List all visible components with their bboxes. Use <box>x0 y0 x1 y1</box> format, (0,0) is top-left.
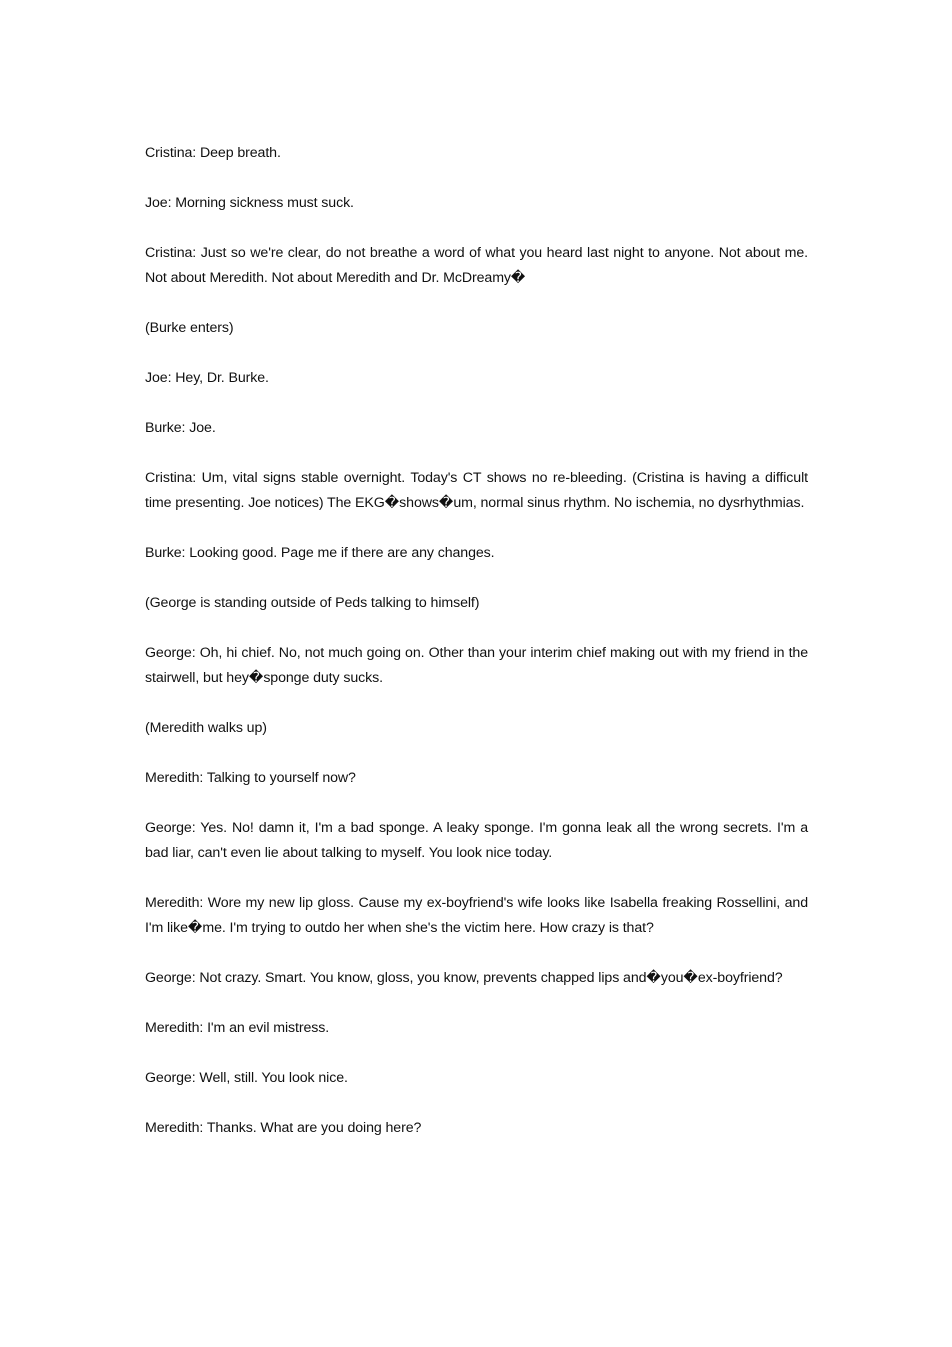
dialogue-line: Meredith: I'm an evil mistress. <box>145 1020 330 1036</box>
dialogue-line: Cristina: Um, vital signs stable overnight. Today's CT shows no re-bleeding. (Cristina is having a difficult time presenting. Joe notices) The EKG�shows�um, normal sinus rhythm. No ischemia, no dysrhythmias. <box>145 470 808 511</box>
dialogue-line: Cristina: Just so we're clear, do not breathe a word of what you heard last night to anyone. Not about me. Not about Meredith. Not about Meredith and Dr. McDreamy� <box>145 245 808 286</box>
dialogue-line: Burke: Looking good. Page me if there are any changes. <box>145 545 495 561</box>
dialogue-line: Joe: Morning sickness must suck. <box>145 195 354 211</box>
stage-direction: (Meredith walks up) <box>145 720 267 736</box>
dialogue-line: Burke: Joe. <box>145 420 216 436</box>
dialogue-line: George: Well, still. You look nice. <box>145 1070 348 1086</box>
dialogue-line: Cristina: Deep breath. <box>145 145 281 161</box>
dialogue-line: George: Oh, hi chief. No, not much going on. Other than your interim chief making out with my friend in the stairwell, but hey�sponge duty sucks. <box>145 645 808 686</box>
dialogue-line: Meredith: Wore my new lip gloss. Cause my ex-boyfriend's wife looks like Isabella freaking Rossellini, and I'm like�me. I'm trying to outdo her when she's the victim here. How crazy is that? <box>145 895 808 936</box>
dialogue-line: Meredith: Thanks. What are you doing here? <box>145 1120 422 1136</box>
stage-direction: (Burke enters) <box>145 320 234 336</box>
dialogue-line: George: Yes. No! damn it, I'm a bad sponge. A leaky sponge. I'm gonna leak all the wrong secrets. I'm a bad liar, can't even lie about talking to myself. You look nice today. <box>145 820 808 861</box>
dialogue-line: Meredith: Talking to yourself now? <box>145 770 356 786</box>
stage-direction: (George is standing outside of Peds talking to himself) <box>145 595 480 611</box>
transcript-body <box>145 141 808 1166</box>
dialogue-line: Joe: Hey, Dr. Burke. <box>145 370 269 386</box>
dialogue-line: George: Not crazy. Smart. You know, gloss, you know, prevents chapped lips and�you�ex-boyfriend? <box>145 970 783 986</box>
